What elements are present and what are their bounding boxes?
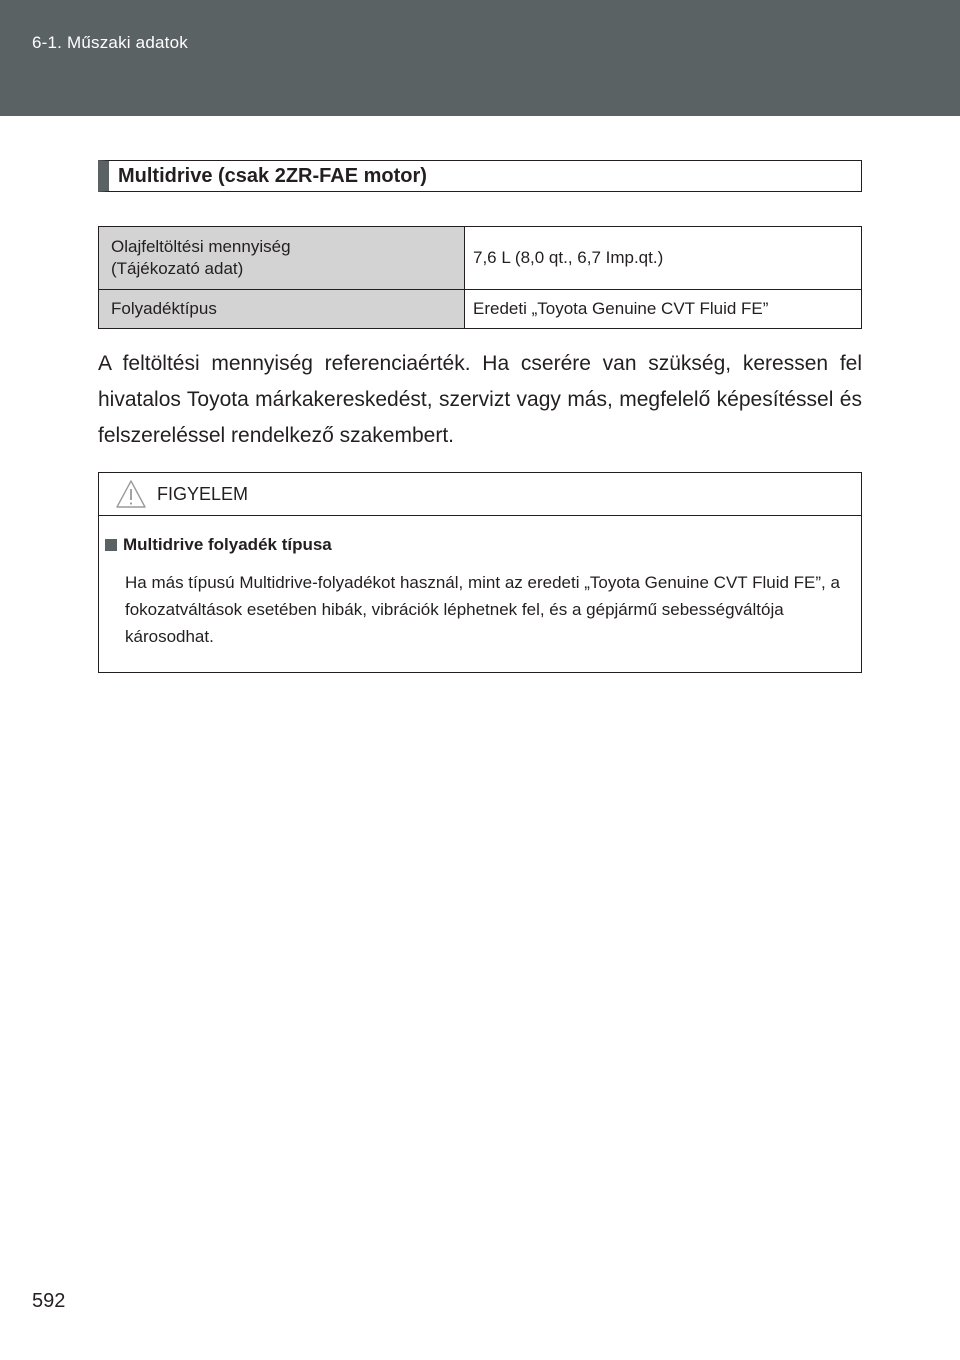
spec-value: Eredeti „Toyota Genuine CVT Fluid FE”: [465, 290, 862, 329]
section-title: Multidrive (csak 2ZR-FAE motor): [98, 160, 862, 192]
warning-item-title-text: Multidrive folyadék típusa: [123, 535, 332, 554]
body-paragraph: A feltöltési mennyiség referenciaérték. Ha cserére van szükség, keressen fel hivatalos Toyota márkakereskedést, szervizt vagy más, megfelelő képesítéssel és felszereléssel rendelkező szakembert.: [98, 352, 862, 447]
spec-label: Olajfeltöltési mennyiség: [111, 237, 291, 256]
spec-label: Folyadéktípus: [111, 299, 217, 318]
spec-label-note: (Tájékozató adat): [111, 259, 244, 278]
spec-table: [98, 226, 862, 329]
warning-triangle-icon: [115, 479, 147, 509]
table-row: [99, 290, 862, 329]
warning-item-title: [105, 535, 332, 555]
chapter-title: 6-1. Műszaki adatok: [32, 33, 188, 52]
spec-value: 7,6 L (8,0 qt., 6,7 Imp.qt.): [465, 227, 862, 290]
warning-label: FIGYELEM: [157, 484, 249, 504]
warning-header: [99, 473, 861, 516]
spec-label-cell: [99, 290, 465, 329]
page-number: 592: [32, 1290, 66, 1312]
warning-text: Ha más típusú Multidrive-folyadékot használ, mint az eredeti „Toyota Genuine CVT Fluid FE”, a fokozatváltások esetében hibák, vibrációk léphetnek fel, és a gépjármű sebességváltója károsodhat.: [125, 573, 840, 646]
square-bullet-icon: [105, 539, 117, 551]
warning-box: [98, 472, 862, 673]
header-band: [0, 0, 960, 116]
table-row: [99, 227, 862, 290]
spec-label-cell: [99, 227, 465, 290]
